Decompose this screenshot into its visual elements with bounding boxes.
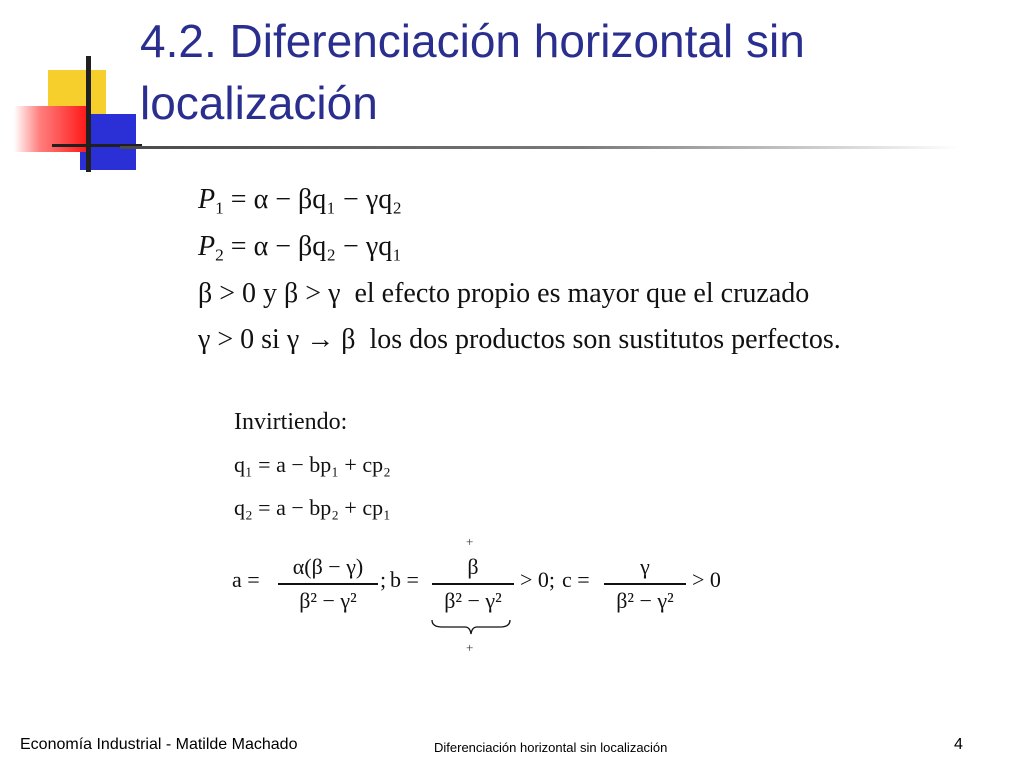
equation-q1: q₁ = a − bp₁ + cp₂ <box>234 452 391 477</box>
fraction-a <box>278 551 378 617</box>
fraction-c-denominator: β² − γ² <box>616 587 674 613</box>
fraction-a-denominator: β² − γ² <box>299 587 357 613</box>
plus-sign-bottom: + <box>466 640 474 655</box>
inverting-label: Invirtiendo: <box>234 409 348 435</box>
underbrace-icon <box>430 618 512 636</box>
equation-p2 <box>198 231 402 266</box>
fraction-b-denominator: β² − γ² <box>444 587 502 613</box>
eq2-rhs: = α − βq₂ − γq₁ <box>230 231 402 262</box>
eq2-lhs-sub: 2 <box>215 245 224 265</box>
eq3-math: β > 0 y β > γ <box>198 278 341 309</box>
eq4-math: γ > 0 si γ → β <box>198 324 356 355</box>
eq1-lhs: P <box>198 184 216 215</box>
c-lhs: c = <box>562 567 590 592</box>
logo-decoration-icon <box>14 52 144 177</box>
eq2-lhs: P <box>198 231 216 262</box>
fraction-b <box>432 551 514 617</box>
c-greater-than: > 0 <box>692 567 721 592</box>
equation-substitutes <box>198 324 841 356</box>
eq1-rhs: = α − βq₁ − γq₂ <box>230 184 402 215</box>
page-number: 4 <box>954 736 963 753</box>
separator-1: ; <box>380 567 387 592</box>
eq1-lhs-sub: 1 <box>215 198 224 218</box>
b-greater-than: > 0; <box>520 567 556 592</box>
fraction-a-numerator: α(β − γ) <box>292 554 364 579</box>
fraction-c-numerator: γ <box>640 554 650 579</box>
a-lhs: a = <box>232 567 260 592</box>
footer-topic: Diferenciación horizontal sin localización <box>434 740 668 755</box>
equation-own-effect <box>198 278 809 310</box>
title-divider <box>120 146 960 149</box>
fraction-b-numerator: β <box>467 554 479 579</box>
equation-p1 <box>198 184 402 219</box>
logo-vertical-bar <box>86 56 91 172</box>
eq4-text: los dos productos son sustitutos perfectos. <box>369 324 841 355</box>
plus-sign-top: + <box>466 534 474 549</box>
footer-author: Economía Industrial - Matilde Machado <box>20 736 298 753</box>
slide-title: 4.2. Diferenciación horizontal sin localización <box>140 15 805 129</box>
fraction-c <box>604 551 686 617</box>
equation-q2: q₂ = a − bp₂ + cp₁ <box>234 495 391 520</box>
b-lhs: b = <box>390 567 419 592</box>
eq3-text: el efecto propio es mayor que el cruzado <box>354 278 810 309</box>
